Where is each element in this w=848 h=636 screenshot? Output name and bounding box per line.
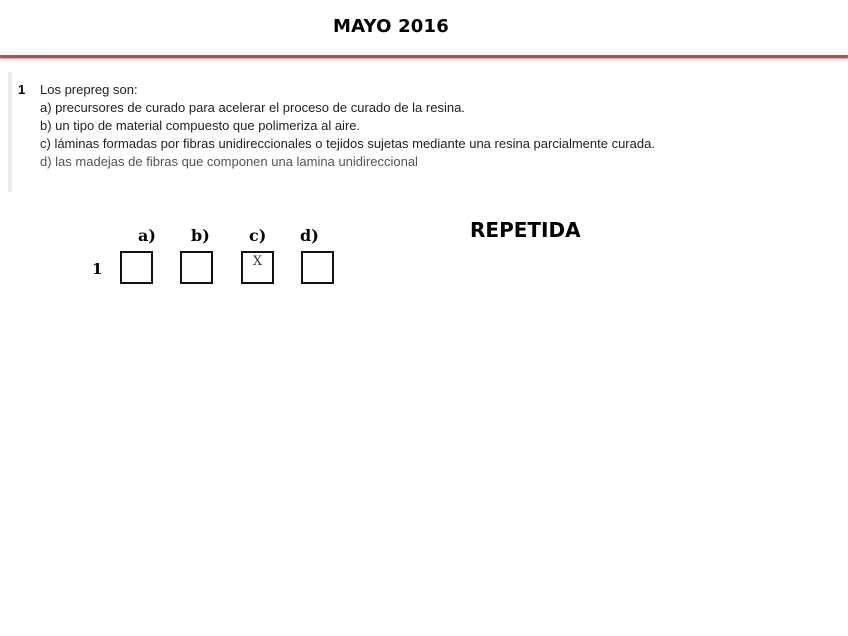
answer-grid — [88, 226, 348, 296]
answer-box-a[interactable] — [120, 251, 153, 284]
answer-row-label: 1 — [92, 260, 103, 278]
option-d: d) las madejas de fibras que componen una lamina unidireccional — [40, 154, 418, 169]
column-label-c: c) — [249, 226, 267, 245]
column-label-a: a) — [138, 226, 156, 245]
answer-box-b[interactable] — [180, 251, 213, 284]
header-divider — [0, 55, 848, 58]
question-number: 1 — [18, 82, 26, 97]
question-text — [40, 81, 655, 171]
page-title: MAYO 2016 — [333, 16, 449, 37]
question-prompt: Los prepreg son: — [40, 82, 138, 97]
option-a: a) precursores de curado para acelerar el proceso de curado de la resina. — [40, 100, 465, 115]
option-b: b) un tipo de material compuesto que polimeriza al aire. — [40, 118, 361, 133]
answer-box-d[interactable] — [301, 251, 334, 284]
question-panel — [8, 72, 842, 192]
status-label: REPETIDA — [470, 218, 581, 242]
column-label-d: d) — [300, 226, 319, 245]
option-c: c) láminas formadas por fibras unidireccionales o tejidos sujetas mediante una resina parcialmente curada. — [40, 136, 655, 151]
answer-box-c[interactable]: X — [241, 251, 274, 284]
column-label-b: b) — [191, 226, 210, 245]
